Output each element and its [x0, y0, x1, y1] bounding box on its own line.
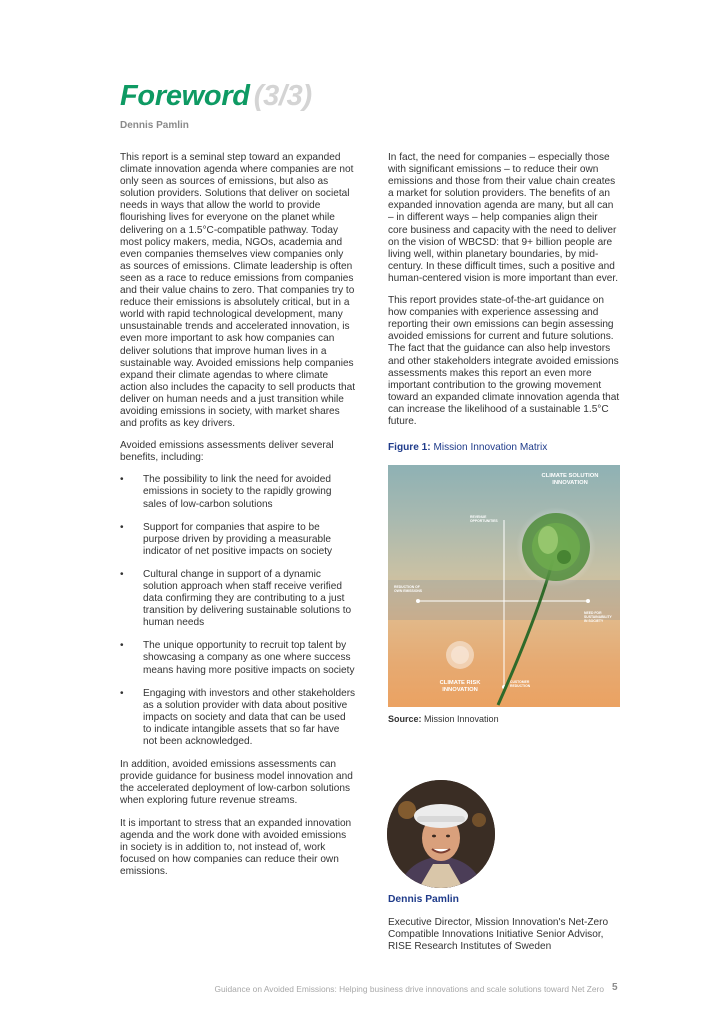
figure-title: Mission Innovation Matrix: [433, 442, 548, 454]
title-text: Foreword: [120, 80, 250, 112]
bio-name: Dennis Pamlin: [388, 894, 459, 905]
page-title: [120, 80, 312, 113]
axis-label: CUSTOMER REDUCTION: [510, 680, 531, 689]
quadrant-label: CLIMATE SOLUTION INNOVATION: [541, 473, 599, 486]
list-item: [120, 688, 356, 748]
page-number: 5: [612, 982, 618, 993]
benefit-text: The possibility to link the need for avoided emissions in society to the rapidly growing sales of low-carbon solutions: [143, 474, 332, 510]
benefit-text: Engaging with investors and other stakeholders as a solution provider with data about positive impacts on society and data that can be used to indicate intangible assets that so far have not been acknowledged.: [143, 687, 356, 748]
avatar: [387, 780, 495, 888]
axis-node: [416, 599, 420, 603]
benefit-text: The unique opportunity to recruit top talent by showcasing a company as one where success means having more positive impacts on society: [143, 640, 355, 676]
list-item: [120, 640, 356, 676]
closing-paragraph: In addition, avoided emissions assessments can provide guidance for business model innovation and the accelerated deployment of low-carbon solutions when exploring future revenue streams.: [120, 759, 353, 807]
axis-label: NEED FOR SUSTAINABILITY IN SOCIETY: [584, 611, 612, 624]
bullet-icon: •: [120, 474, 124, 486]
benefit-text: Cultural change in support of a dynamic solution approach when staff receive verified data confirming they are contributing to a just transition by delivering sustainable solutions to human needs: [143, 568, 352, 629]
figure-source: [388, 713, 620, 725]
source-label: Source:: [388, 714, 422, 725]
title-part: (3/3): [253, 80, 312, 112]
portrait-illustration: [387, 780, 495, 888]
list-item: [120, 474, 356, 510]
bullet-icon: •: [120, 521, 124, 533]
right-column: [388, 152, 620, 725]
benefits-list: [120, 474, 356, 748]
globe-land: [538, 526, 558, 554]
left-column: [120, 152, 356, 888]
body-paragraph: In fact, the need for companies – especially those with significant emissions – to reduce their own emissions and those from their value chain creates a market for solution providers. The benefits of an expanded innovation agenda are many, but all can – in different ways – help companies align their core business and capacity with the need to deliver on the vision of WBCSD: that 9+ billion people are living well, within planetary boundaries, by mid-century. In these difficult times, such a positive and human-centered vision is more important than ever.: [388, 152, 619, 284]
bullet-icon: •: [120, 687, 124, 699]
figure-caption: [388, 442, 620, 454]
body-paragraph: This report provides state-of-the-art guidance on how companies with experience assessing and reporting their own emissions can begin assessing avoided emissions for current and future solutions. The fact that the guidance can also help investors and other stakeholders integrate avoided emissions assessments makes this report an even more important contribution to the growing movement toward an expanded climate innovation agenda that can increase the likelihood of a sustainable 1.5°C future.: [388, 295, 620, 427]
axis-label: REVENUE OPPORTUNITIES: [470, 515, 498, 524]
source-text: Mission Innovation: [424, 714, 499, 725]
author-name: Dennis Pamlin: [120, 120, 189, 131]
mission-innovation-matrix: [388, 465, 620, 707]
list-item: [120, 522, 356, 558]
quadrant-label: CLIMATE RISK INNOVATION: [439, 680, 481, 693]
small-globe-inner: [451, 646, 469, 664]
bullet-icon: •: [120, 640, 124, 652]
benefit-text: Support for companies that aspire to be purpose driven by providing a measurable indicator of net positive impacts on society: [143, 521, 333, 557]
list-item: [120, 569, 356, 629]
figure-label: Figure 1:: [388, 442, 431, 454]
axis-label: REDUCTION OF OWN EMISSIONS: [394, 585, 423, 594]
bio-role: Executive Director, Mission Innovation's Net-Zero Compatible Innovations Initiative Senior Advisor, RISE Research Institutes of Sweden: [388, 917, 609, 953]
benefits-intro: Avoided emissions assessments deliver several benefits, including:: [120, 440, 334, 464]
intro-paragraph: This report is a seminal step toward an expanded climate innovation agenda where companies are not only seen as sources of emissions, but also as solution providers. Solutions that deliver on societal needs in ways that allow the world to provide flourishing lives for everyone on the planet while delivering on a 1.5°C-compatible pathway. Today most policy makers, media, NGOs, academia and even companies themselves view companies only as sources of emissions. Climate leadership is often seen as a race to reduce emissions from companies and their value chains to zero. That companies try to reduce their emissions is absolutely critical, but in a world with rapid technological development, many unsustainable trends and accelerated innovation, is even more important to ask how companies can deliver solutions that improve human lives in a sustainable way. Avoided emissions help companies expand their climate agendas to where climate action also includes the capacity to sell products that deliver on human needs and a just transition while avoiding emissions in society, with market shares and profits as key drivers.: [120, 152, 356, 430]
axis-node: [586, 599, 590, 603]
bullet-icon: •: [120, 568, 124, 580]
footer-text: Guidance on Avoided Emissions: Helping business drive innovations and scale solutions toward Net Zero: [214, 984, 604, 994]
globe-land: [557, 550, 571, 564]
closing-paragraph: It is important to stress that an expanded innovation agenda and the work done with avoided emissions in society is in addition to, not instead of, work focused on how companies can reduce their own emissions.: [120, 817, 352, 877]
